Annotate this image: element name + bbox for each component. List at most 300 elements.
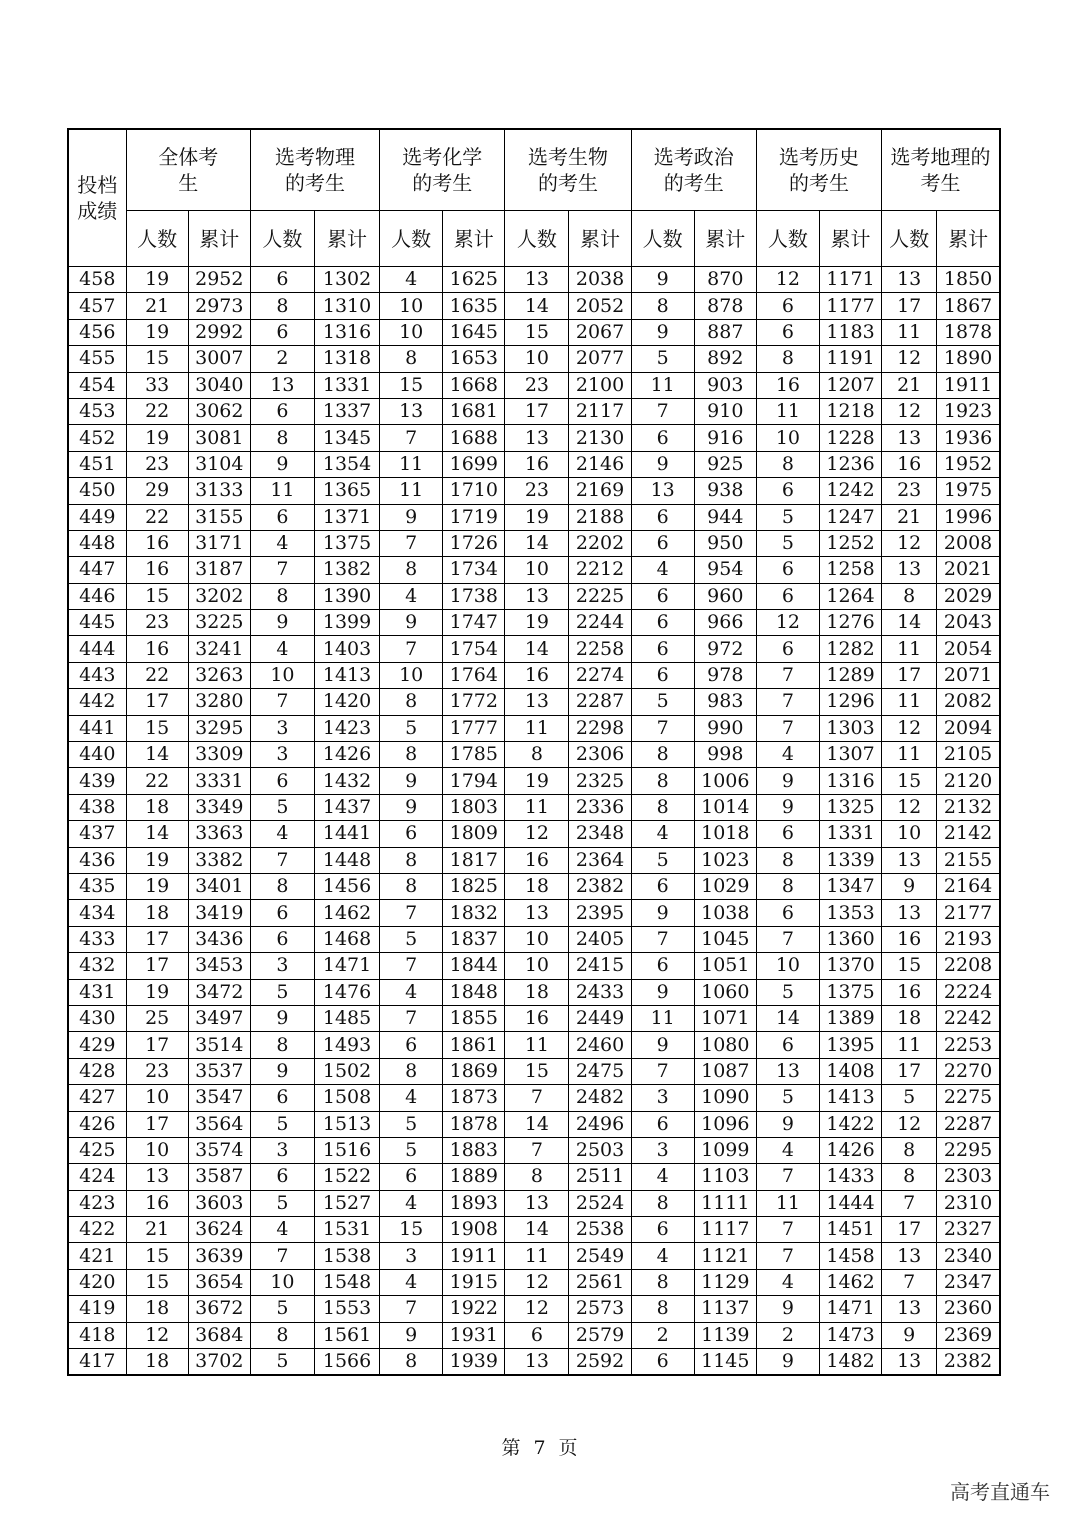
value-cell: 3040 xyxy=(188,372,250,398)
score-cell: 451 xyxy=(68,451,126,477)
value-cell: 1817 xyxy=(443,847,505,873)
value-cell: 16 xyxy=(126,636,188,662)
value-cell: 3331 xyxy=(188,768,250,794)
value-cell: 1171 xyxy=(819,267,881,293)
value-cell: 8 xyxy=(631,1269,694,1295)
value-cell: 17 xyxy=(126,689,188,715)
score-cell: 440 xyxy=(68,742,126,768)
value-cell: 5 xyxy=(756,979,819,1005)
value-cell: 4 xyxy=(380,979,443,1005)
value-cell: 23 xyxy=(126,610,188,636)
value-cell: 11 xyxy=(882,1032,937,1058)
value-cell: 1382 xyxy=(314,557,379,583)
value-cell: 13 xyxy=(505,900,569,926)
score-cell: 434 xyxy=(68,900,126,926)
value-cell: 6 xyxy=(505,1322,569,1348)
sub-header-count: 人数 xyxy=(756,211,819,267)
value-cell: 1710 xyxy=(443,478,505,504)
value-cell: 2242 xyxy=(937,1005,1000,1031)
value-cell: 18 xyxy=(126,1349,188,1376)
value-cell: 1029 xyxy=(694,873,756,899)
value-cell: 7 xyxy=(505,1085,569,1111)
sub-header-cumulative: 累计 xyxy=(694,211,756,267)
value-cell: 2071 xyxy=(937,662,1000,688)
value-cell: 2177 xyxy=(937,900,1000,926)
value-cell: 5 xyxy=(756,1085,819,1111)
value-cell: 3 xyxy=(250,742,314,768)
value-cell: 1952 xyxy=(937,451,1000,477)
value-cell: 1310 xyxy=(314,293,379,319)
value-cell: 16 xyxy=(126,557,188,583)
table-row xyxy=(68,425,1000,451)
value-cell: 2193 xyxy=(937,926,1000,952)
score-cell: 449 xyxy=(68,504,126,530)
value-cell: 13 xyxy=(505,425,569,451)
score-column-header: 投档成绩 xyxy=(68,129,126,267)
value-cell: 1893 xyxy=(443,1190,505,1216)
value-cell: 1354 xyxy=(314,451,379,477)
value-cell: 3574 xyxy=(188,1137,250,1163)
value-cell: 2188 xyxy=(569,504,631,530)
score-cell: 430 xyxy=(68,1005,126,1031)
value-cell: 1794 xyxy=(443,768,505,794)
value-cell: 2117 xyxy=(569,398,631,424)
score-cell: 432 xyxy=(68,953,126,979)
value-cell: 15 xyxy=(126,715,188,741)
value-cell: 2592 xyxy=(569,1349,631,1376)
value-cell: 3453 xyxy=(188,953,250,979)
table-row xyxy=(68,662,1000,688)
value-cell: 5 xyxy=(631,689,694,715)
value-cell: 10 xyxy=(380,319,443,345)
value-cell: 1531 xyxy=(314,1217,379,1243)
value-cell: 16 xyxy=(505,1005,569,1031)
table-row xyxy=(68,953,1000,979)
value-cell: 11 xyxy=(882,689,937,715)
table-body xyxy=(68,267,1000,1376)
score-cell: 439 xyxy=(68,768,126,794)
value-cell: 1803 xyxy=(443,794,505,820)
value-cell: 1347 xyxy=(819,873,881,899)
value-cell: 4 xyxy=(380,1085,443,1111)
group-header-all: 全体考生 xyxy=(126,129,250,211)
value-cell: 1922 xyxy=(443,1296,505,1322)
value-cell: 15 xyxy=(380,1217,443,1243)
value-cell: 19 xyxy=(126,873,188,899)
value-cell: 1247 xyxy=(819,504,881,530)
value-cell: 3537 xyxy=(188,1058,250,1084)
score-distribution-table xyxy=(67,128,1001,1376)
value-cell: 6 xyxy=(756,583,819,609)
value-cell: 5 xyxy=(756,530,819,556)
value-cell: 1395 xyxy=(819,1032,881,1058)
table-row xyxy=(68,847,1000,873)
value-cell: 1844 xyxy=(443,953,505,979)
value-cell: 8 xyxy=(756,451,819,477)
value-cell: 887 xyxy=(694,319,756,345)
value-cell: 21 xyxy=(126,1217,188,1243)
value-cell: 2021 xyxy=(937,557,1000,583)
value-cell: 944 xyxy=(694,504,756,530)
value-cell: 1785 xyxy=(443,742,505,768)
value-cell: 2142 xyxy=(937,821,1000,847)
value-cell: 1408 xyxy=(819,1058,881,1084)
value-cell: 1045 xyxy=(694,926,756,952)
value-cell: 1493 xyxy=(314,1032,379,1058)
value-cell: 21 xyxy=(126,293,188,319)
value-cell: 1939 xyxy=(443,1349,505,1376)
table-row xyxy=(68,530,1000,556)
table-row xyxy=(68,319,1000,345)
value-cell: 11 xyxy=(380,478,443,504)
value-cell: 16 xyxy=(882,979,937,1005)
value-cell: 1423 xyxy=(314,715,379,741)
value-cell: 1561 xyxy=(314,1322,379,1348)
value-cell: 16 xyxy=(505,847,569,873)
value-cell: 3104 xyxy=(188,451,250,477)
value-cell: 1837 xyxy=(443,926,505,952)
value-cell: 3639 xyxy=(188,1243,250,1269)
value-cell: 1375 xyxy=(314,530,379,556)
value-cell: 18 xyxy=(126,1296,188,1322)
value-cell: 1719 xyxy=(443,504,505,530)
value-cell: 1242 xyxy=(819,478,881,504)
value-cell: 6 xyxy=(250,398,314,424)
value-cell: 1516 xyxy=(314,1137,379,1163)
value-cell: 5 xyxy=(250,794,314,820)
score-cell: 425 xyxy=(68,1137,126,1163)
value-cell: 2952 xyxy=(188,267,250,293)
value-cell: 6 xyxy=(250,926,314,952)
value-cell: 12 xyxy=(756,267,819,293)
table-row xyxy=(68,1217,1000,1243)
value-cell: 6 xyxy=(631,610,694,636)
value-cell: 9 xyxy=(250,1058,314,1084)
group-header-biology: 选考生物的考生 xyxy=(505,129,631,211)
value-cell: 2303 xyxy=(937,1164,1000,1190)
score-cell: 455 xyxy=(68,346,126,372)
value-cell: 8 xyxy=(380,847,443,873)
value-cell: 12 xyxy=(756,610,819,636)
value-cell: 7 xyxy=(250,847,314,873)
table-row xyxy=(68,1243,1000,1269)
value-cell: 1566 xyxy=(314,1349,379,1376)
value-cell: 7 xyxy=(756,689,819,715)
value-cell: 16 xyxy=(756,372,819,398)
table-row xyxy=(68,346,1000,372)
value-cell: 15 xyxy=(505,319,569,345)
value-cell: 7 xyxy=(380,636,443,662)
value-cell: 954 xyxy=(694,557,756,583)
value-cell: 4 xyxy=(631,1243,694,1269)
value-cell: 10 xyxy=(126,1137,188,1163)
value-cell: 1228 xyxy=(819,425,881,451)
value-cell: 9 xyxy=(631,267,694,293)
value-cell: 3263 xyxy=(188,662,250,688)
value-cell: 3436 xyxy=(188,926,250,952)
value-cell: 7 xyxy=(250,1243,314,1269)
value-cell: 8 xyxy=(505,1164,569,1190)
value-cell: 998 xyxy=(694,742,756,768)
value-cell: 6 xyxy=(631,425,694,451)
value-cell: 1889 xyxy=(443,1164,505,1190)
score-cell: 447 xyxy=(68,557,126,583)
value-cell: 2579 xyxy=(569,1322,631,1348)
table-row xyxy=(68,1085,1000,1111)
table-row xyxy=(68,636,1000,662)
value-cell: 7 xyxy=(756,1164,819,1190)
value-cell: 8 xyxy=(631,794,694,820)
value-cell: 5 xyxy=(380,1137,443,1163)
value-cell: 17 xyxy=(882,293,937,319)
value-cell: 2549 xyxy=(569,1243,631,1269)
value-cell: 2164 xyxy=(937,873,1000,899)
value-cell: 4 xyxy=(250,821,314,847)
score-cell: 435 xyxy=(68,873,126,899)
value-cell: 1337 xyxy=(314,398,379,424)
value-cell: 1738 xyxy=(443,583,505,609)
value-cell: 1365 xyxy=(314,478,379,504)
value-cell: 10 xyxy=(505,926,569,952)
value-cell: 5 xyxy=(250,1111,314,1137)
value-cell: 903 xyxy=(694,372,756,398)
value-cell: 7 xyxy=(756,1217,819,1243)
value-cell: 2369 xyxy=(937,1322,1000,1348)
sub-header-cumulative: 累计 xyxy=(819,211,881,267)
value-cell: 23 xyxy=(505,372,569,398)
value-cell: 3672 xyxy=(188,1296,250,1322)
value-cell: 17 xyxy=(126,953,188,979)
value-cell: 12 xyxy=(882,794,937,820)
value-cell: 10 xyxy=(126,1085,188,1111)
group-header-politics: 选考政治的考生 xyxy=(631,129,756,211)
value-cell: 1258 xyxy=(819,557,881,583)
value-cell: 3309 xyxy=(188,742,250,768)
value-cell: 1145 xyxy=(694,1349,756,1376)
table-row xyxy=(68,821,1000,847)
table-row xyxy=(68,1137,1000,1163)
score-cell: 444 xyxy=(68,636,126,662)
value-cell: 2038 xyxy=(569,267,631,293)
value-cell: 7 xyxy=(505,1137,569,1163)
value-cell: 1353 xyxy=(819,900,881,926)
value-cell: 1456 xyxy=(314,873,379,899)
value-cell: 1653 xyxy=(443,346,505,372)
value-cell: 1345 xyxy=(314,425,379,451)
value-cell: 11 xyxy=(505,1243,569,1269)
value-cell: 6 xyxy=(631,530,694,556)
value-cell: 1482 xyxy=(819,1349,881,1376)
value-cell: 10 xyxy=(505,557,569,583)
value-cell: 1476 xyxy=(314,979,379,1005)
sub-header-count: 人数 xyxy=(126,211,188,267)
value-cell: 13 xyxy=(882,267,937,293)
value-cell: 1318 xyxy=(314,346,379,372)
value-cell: 2287 xyxy=(937,1111,1000,1137)
value-cell: 6 xyxy=(250,1164,314,1190)
value-cell: 983 xyxy=(694,689,756,715)
value-cell: 7 xyxy=(250,689,314,715)
value-cell: 12 xyxy=(505,1269,569,1295)
value-cell: 17 xyxy=(882,662,937,688)
value-cell: 22 xyxy=(126,398,188,424)
value-cell: 1848 xyxy=(443,979,505,1005)
value-cell: 23 xyxy=(126,451,188,477)
value-cell: 3349 xyxy=(188,794,250,820)
score-cell: 418 xyxy=(68,1322,126,1348)
sub-header-cumulative: 累计 xyxy=(443,211,505,267)
value-cell: 1325 xyxy=(819,794,881,820)
value-cell: 19 xyxy=(126,847,188,873)
value-cell: 925 xyxy=(694,451,756,477)
value-cell: 8 xyxy=(631,1190,694,1216)
table-row xyxy=(68,267,1000,293)
table-row xyxy=(68,1269,1000,1295)
value-cell: 2433 xyxy=(569,979,631,1005)
value-cell: 6 xyxy=(380,1164,443,1190)
score-cell: 436 xyxy=(68,847,126,873)
value-cell: 5 xyxy=(250,979,314,1005)
value-cell: 1668 xyxy=(443,372,505,398)
value-cell: 3133 xyxy=(188,478,250,504)
table-row xyxy=(68,398,1000,424)
value-cell: 950 xyxy=(694,530,756,556)
value-cell: 16 xyxy=(126,1190,188,1216)
value-cell: 13 xyxy=(882,1349,937,1376)
table-row xyxy=(68,478,1000,504)
value-cell: 1867 xyxy=(937,293,1000,319)
value-cell: 11 xyxy=(380,451,443,477)
value-cell: 9 xyxy=(756,1296,819,1322)
value-cell: 9 xyxy=(250,610,314,636)
value-cell: 2105 xyxy=(937,742,1000,768)
value-cell: 1282 xyxy=(819,636,881,662)
value-cell: 1441 xyxy=(314,821,379,847)
table-row xyxy=(68,926,1000,952)
value-cell: 2287 xyxy=(569,689,631,715)
value-cell: 2275 xyxy=(937,1085,1000,1111)
value-cell: 10 xyxy=(380,662,443,688)
value-cell: 2449 xyxy=(569,1005,631,1031)
value-cell: 21 xyxy=(882,372,937,398)
value-cell: 5 xyxy=(631,346,694,372)
value-cell: 7 xyxy=(250,557,314,583)
value-cell: 2067 xyxy=(569,319,631,345)
value-cell: 8 xyxy=(250,425,314,451)
value-cell: 7 xyxy=(380,900,443,926)
value-cell: 3587 xyxy=(188,1164,250,1190)
value-cell: 19 xyxy=(126,979,188,1005)
sub-header-count: 人数 xyxy=(882,211,937,267)
value-cell: 1471 xyxy=(819,1296,881,1322)
value-cell: 11 xyxy=(631,372,694,398)
value-cell: 1316 xyxy=(314,319,379,345)
value-cell: 8 xyxy=(882,1137,937,1163)
value-cell: 6 xyxy=(631,873,694,899)
value-cell: 14 xyxy=(126,742,188,768)
value-cell: 1413 xyxy=(819,1085,881,1111)
score-cell: 443 xyxy=(68,662,126,688)
value-cell: 870 xyxy=(694,267,756,293)
value-cell: 1645 xyxy=(443,319,505,345)
value-cell: 13 xyxy=(380,398,443,424)
value-cell: 2258 xyxy=(569,636,631,662)
value-cell: 6 xyxy=(756,821,819,847)
value-cell: 1451 xyxy=(819,1217,881,1243)
value-cell: 1855 xyxy=(443,1005,505,1031)
page-number-value: 7 xyxy=(533,1437,547,1459)
value-cell: 2340 xyxy=(937,1243,1000,1269)
value-cell: 1121 xyxy=(694,1243,756,1269)
value-cell: 1371 xyxy=(314,504,379,530)
value-cell: 13 xyxy=(882,900,937,926)
value-cell: 2008 xyxy=(937,530,1000,556)
score-cell: 453 xyxy=(68,398,126,424)
value-cell: 1060 xyxy=(694,979,756,1005)
value-cell: 16 xyxy=(126,530,188,556)
value-cell: 8 xyxy=(631,293,694,319)
value-cell: 1734 xyxy=(443,557,505,583)
value-cell: 1370 xyxy=(819,953,881,979)
value-cell: 2325 xyxy=(569,768,631,794)
value-cell: 10 xyxy=(250,662,314,688)
value-cell: 13 xyxy=(882,557,937,583)
value-cell: 9 xyxy=(631,451,694,477)
value-cell: 11 xyxy=(756,1190,819,1216)
value-cell: 3 xyxy=(250,953,314,979)
score-cell: 422 xyxy=(68,1217,126,1243)
value-cell: 19 xyxy=(505,610,569,636)
value-cell: 1023 xyxy=(694,847,756,873)
value-cell: 10 xyxy=(250,1269,314,1295)
value-cell: 9 xyxy=(380,794,443,820)
value-cell: 9 xyxy=(882,873,937,899)
score-cell: 452 xyxy=(68,425,126,451)
value-cell: 6 xyxy=(250,900,314,926)
value-cell: 8 xyxy=(505,742,569,768)
value-cell: 10 xyxy=(882,821,937,847)
value-cell: 1471 xyxy=(314,953,379,979)
group-header-geography: 选考地理的考生 xyxy=(882,129,1000,211)
value-cell: 1764 xyxy=(443,662,505,688)
value-cell: 17 xyxy=(882,1058,937,1084)
value-cell: 14 xyxy=(505,530,569,556)
value-cell: 8 xyxy=(250,873,314,899)
value-cell: 1996 xyxy=(937,504,1000,530)
value-cell: 15 xyxy=(126,346,188,372)
value-cell: 1331 xyxy=(314,372,379,398)
value-cell: 1051 xyxy=(694,953,756,979)
value-cell: 2120 xyxy=(937,768,1000,794)
value-cell: 11 xyxy=(882,319,937,345)
value-cell: 3363 xyxy=(188,821,250,847)
value-cell: 2360 xyxy=(937,1296,1000,1322)
value-cell: 2503 xyxy=(569,1137,631,1163)
value-cell: 9 xyxy=(756,1349,819,1376)
value-cell: 2524 xyxy=(569,1190,631,1216)
value-cell: 6 xyxy=(631,1111,694,1137)
value-cell: 9 xyxy=(380,610,443,636)
value-cell: 7 xyxy=(756,1243,819,1269)
value-cell: 1099 xyxy=(694,1137,756,1163)
value-cell: 10 xyxy=(380,293,443,319)
table-row xyxy=(68,1005,1000,1031)
value-cell: 9 xyxy=(631,319,694,345)
value-cell: 12 xyxy=(505,821,569,847)
score-cell: 428 xyxy=(68,1058,126,1084)
score-cell: 454 xyxy=(68,372,126,398)
table-row xyxy=(68,1164,1000,1190)
